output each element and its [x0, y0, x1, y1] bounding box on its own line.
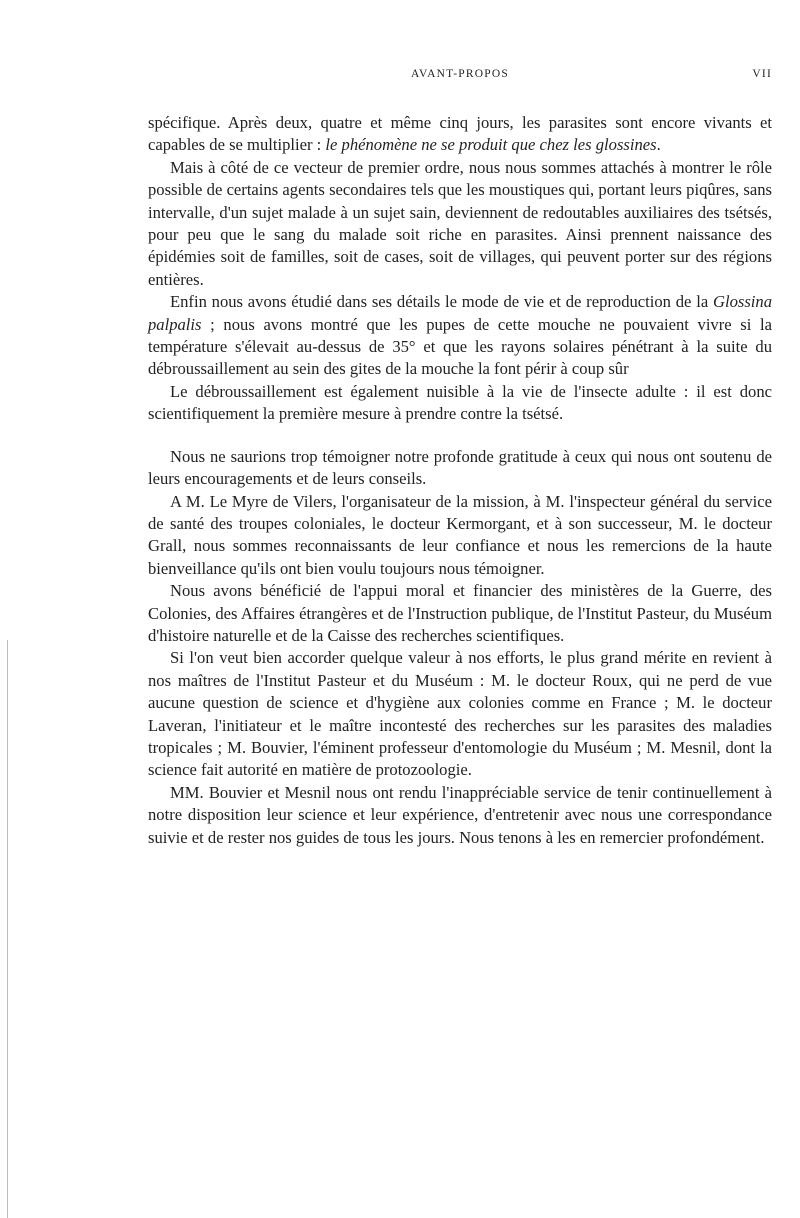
paragraph-3-end: ; nous avons montré que les pupes de cette mouche ne pouvaient vivre si la température s'élevait au-dessus de 35° et que les rayons solaires pénétrant à la suite du débroussaillement au sein des gites de la mouche la font périr à coup sûr [148, 314, 772, 379]
paragraph-1 [148, 112, 772, 157]
paragraph-9: MM. Bouvier et Mesnil nous ont rendu l'inappréciable service de tenir continuellement à notre disposition leur science et leur expérience, d'entretenir avec nous une correspondance suivie et de rester nos guides de tous les jours. Nous tenons à les en remercier profondément. [148, 782, 772, 847]
body-text [148, 112, 772, 849]
paragraph-8: Si l'on veut bien accorder quelque valeur à nos efforts, le plus grand mérite en revient à nos maîtres de l'Institut Pasteur et du Muséum : M. le docteur Roux, qui ne perd de vue aucune question de science et d'hygiène aux colonies comme en France ; M. le docteur Laveran, l'initiateur et le maître incontesté des recherches sur les parasites des maladies tropicales ; M. Bouvier, l'éminent professeur d'entomologie du Muséum ; M. Mesnil, dont la science fait autorité en matière de protozoologie. [148, 648, 772, 780]
page-number: VII [752, 68, 772, 80]
paragraph-7: Nous avons bénéficié de l'appui moral et financier des ministères de la Guerre, des Colonies, des Affaires étrangères et de l'Instruction publique, de l'Institut Pasteur, du Muséum d'histoire naturelle et de la Caisse des recherches scientifiques. [148, 581, 772, 645]
paragraph-2: Mais à côté de ce vecteur de premier ordre, nous nous sommes attachés à montrer le rôle possible de certains agents secondaires tels que les moustiques qui, portant leurs piqûres, sans intervalle, d'un sujet malade à un sujet sain, deviennent de redoutables auxiliaires des tsétsés, pour peu que le sang du malade soit riche en parasites. Ainsi prennent naissance des épidémies soit de familles, soit de cases, soit de villages, qui peuvent porter sur des régions entières. [148, 157, 772, 289]
paragraph-3-text: Enfin nous avons étudié dans ses détails le mode de vie et de reproduction de la [170, 292, 713, 312]
paragraph-6: A M. Le Myre de Vilers, l'organisateur de la mission, à M. l'inspecteur général du service de santé des troupes coloniales, le docteur Kermorgant, et à son successeur, M. le docteur Grall, nous sommes reconnaissants de leur confiance et nous les remercions de la haute bienveillance qu'ils ont bien voulu toujours nous témoigner. [148, 491, 772, 578]
page-edge-line [0, 640, 8, 1218]
paragraph-5: Nous ne saurions trop témoigner notre profonde gratitude à ceux qui nous ont soutenu de leurs encouragements et de leurs conseils. [148, 446, 772, 489]
paragraph-3 [148, 291, 772, 381]
paragraph-4: Le débroussaillement est également nuisible à la vie de l'insecte adulte : il est donc scientifiquement la première mesure à prendre contre la tsétsé. [148, 381, 772, 424]
header-title: AVANT-PROPOS [411, 68, 509, 80]
paragraph-1-italic: le phénomène ne se produit que chez les glossines [325, 135, 657, 155]
paragraph-1-end: . [656, 135, 661, 155]
running-header [148, 68, 772, 88]
paragraph-3-italic: Glossina palpalis [148, 292, 772, 334]
paragraph-1-text: spécifique. Après deux, quatre et même cinq jours, les parasites sont encore vivants et capables de se multiplier : [148, 113, 772, 155]
